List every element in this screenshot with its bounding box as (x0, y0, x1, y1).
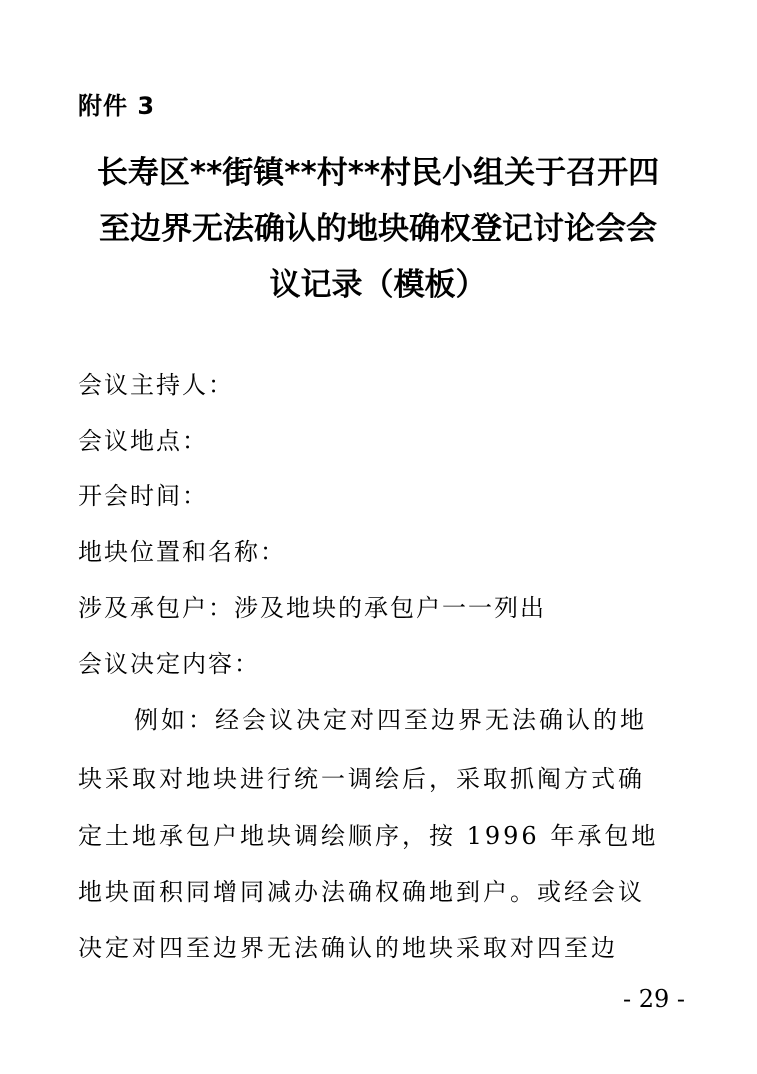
field-plot: 地块位置和名称： (78, 538, 286, 566)
example-line: 地块面积同增同减办法确权确地到户。或经会议 (78, 878, 645, 906)
page-number: - 29 - (623, 985, 686, 1013)
field-households: 涉及承包户：涉及地块的承包户一一列出 (78, 594, 546, 622)
field-location: 会议地点： (78, 427, 208, 455)
field-host: 会议主持人： (78, 371, 234, 399)
title-line: 至边界无法确认的地块确权登记讨论会会 (99, 211, 657, 247)
attachment-label: 附件 3 (78, 92, 156, 120)
field-time: 开会时间： (78, 482, 208, 510)
example-line: 决定对四至边界无法确认的地块采取对四至边 (78, 934, 618, 962)
title-line: 议记录（模板） (269, 267, 487, 303)
document-title (78, 145, 678, 313)
example-line: 块采取对地块进行统一调绘后，采取抓阄方式确 (78, 765, 645, 793)
example-line: 定土地承包户地块调绘顺序，按 1996 年承包地 (78, 822, 659, 850)
field-decision: 会议决定内容： (78, 650, 260, 678)
title-line: 长寿区**街镇**村**村民小组关于召开四 (96, 155, 660, 191)
example-line: 例如：经会议决定对四至边界无法确认的地 (134, 706, 647, 734)
